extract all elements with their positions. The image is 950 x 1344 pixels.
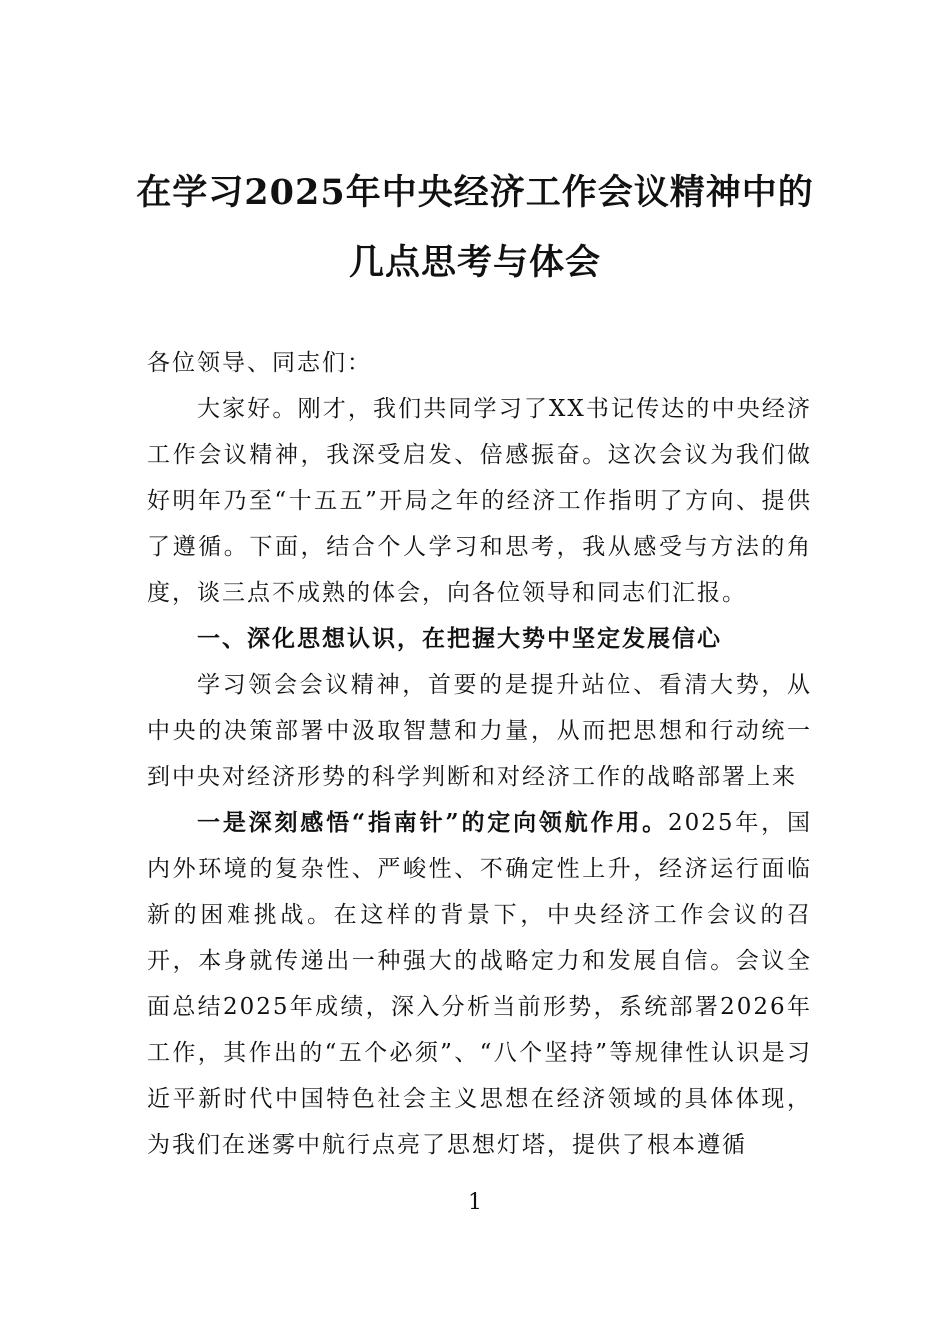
document-body xyxy=(147,340,812,1168)
document-title-line-1: 在学习2025年中央经济工作会议精神中的 xyxy=(136,172,814,213)
salutation: 各位领导、同志们： xyxy=(147,350,372,376)
point-1-text: 2025年，国内外环境的复杂性、严峻性、不确定性上升，经济运行面临新的困难挑战。在这样的背景下，中央经济工作会议的召开，本身就传递出一种强大的战略定力和发展自信。会议全面总结2025年成绩，深入分析当前形势，系统部署2026年工作，其作出的“五个必须”、“八个坚持”等规律性认识是习近平新时代中国特色社会主义思想在经济领域的具体体现，为我们在迷雾中航行点亮了思想灯塔，提供了根本遵循 xyxy=(147,810,812,1158)
page-number: 1 xyxy=(468,1190,482,1215)
section-1-paragraph: 学习领会会议精神，首要的是提升站位、看清大势，从中央的决策部署中汲取智慧和力量，从而把思想和行动统一到中央对经济形势的科学判断和对经济工作的战略部署上来 xyxy=(147,672,812,790)
intro-paragraph: 大家好。刚才，我们共同学习了XX书记传达的中央经济工作会议精神，我深受启发、倍感振奋。这次会议为我们做好明年乃至“十五五”开局之年的经济工作指明了方向、提供了遵循。下面，结合个人学习和思考，我从感受与方法的角度，谈三点不成熟的体会，向各位领导和同志们汇报。 xyxy=(147,396,812,606)
document-title-line-2: 几点思考与体会 xyxy=(348,242,601,283)
point-1-paragraph xyxy=(147,800,812,1168)
section-1-heading: 一、深化思想认识，在把握大势中坚定发展信心 xyxy=(197,625,722,652)
point-1-lead: 一是深刻感悟“指南针”的定向领航作用。 xyxy=(197,809,668,836)
